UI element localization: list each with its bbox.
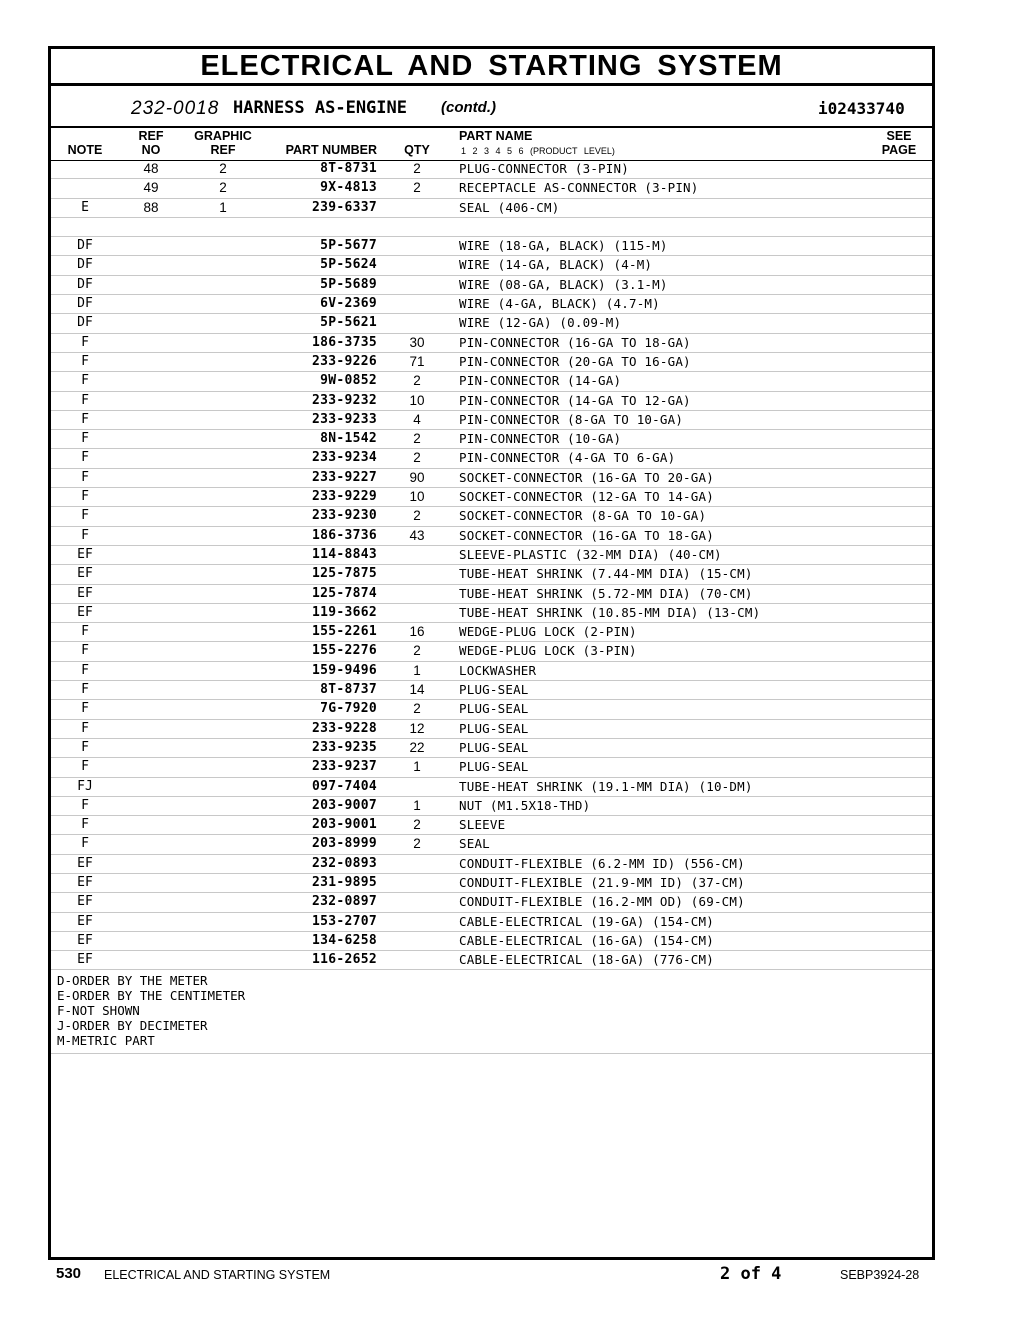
part-number-cell: 125-7875: [311, 566, 377, 582]
table-row: [51, 507, 932, 526]
note-cell: F: [81, 624, 89, 640]
part-name-cell: PLUG-SEAL: [459, 739, 529, 755]
note-cell: F: [81, 411, 89, 427]
table-row: [51, 681, 932, 700]
page-title: ELECTRICAL AND STARTING SYSTEM: [51, 49, 932, 86]
part-number-cell: 5P-5621: [320, 315, 377, 331]
table-row-spacer: [51, 218, 932, 237]
table-row: [51, 334, 932, 353]
part-name-cell: PLUG-SEAL: [459, 759, 529, 775]
parts-page-frame: [48, 46, 935, 1260]
part-number-cell: 155-2276: [311, 643, 377, 659]
note-cell: EF: [77, 585, 93, 601]
qty-cell: 22: [409, 739, 425, 755]
part-name-cell: CABLE-ELECTRICAL (19-GA) (154-CM): [459, 913, 714, 929]
table-row: [51, 913, 932, 932]
part-number-cell: 5P-5624: [320, 257, 377, 273]
note-cell: F: [81, 392, 89, 408]
part-number-cell: 233-9234: [311, 450, 377, 466]
part-number-cell: 232-0897: [311, 894, 377, 910]
table-row: [51, 720, 932, 739]
group-name: HARNESS AS-ENGINE: [233, 98, 407, 118]
qty-cell: 4: [413, 411, 421, 427]
note-cell: DF: [77, 315, 93, 331]
col-graphic-top: GRAPHIC: [194, 129, 252, 143]
qty-cell: 1: [413, 759, 421, 775]
table-row: [51, 256, 932, 275]
note-cell: EF: [77, 913, 93, 929]
part-name-cell: PIN-CONNECTOR (20-GA TO 16-GA): [459, 353, 691, 369]
part-number-cell: 233-9235: [311, 739, 377, 755]
table-row: [51, 604, 932, 623]
part-name-cell: LOCKWASHER: [459, 662, 537, 678]
qty-cell: 1: [413, 797, 421, 813]
note-cell: F: [81, 797, 89, 813]
note-cell: F: [81, 527, 89, 543]
note-cell: EF: [77, 855, 93, 871]
part-name-cell: WIRE (4-GA, BLACK) (4.7-M): [459, 296, 660, 312]
part-number-cell: 233-9228: [311, 720, 377, 736]
part-number-cell: 155-2261: [311, 624, 377, 640]
table-row: [51, 237, 932, 256]
part-name-cell: TUBE-HEAT SHRINK (10.85-MM DIA) (13-CM): [459, 604, 761, 620]
qty-cell: 30: [409, 334, 425, 350]
qty-cell: 2: [413, 508, 421, 524]
part-name-cell: SOCKET-CONNECTOR (16-GA TO 18-GA): [459, 527, 714, 543]
part-name-cell: WIRE (18-GA, BLACK) (115-M): [459, 238, 668, 254]
col-graphic-bottom: REF: [210, 143, 236, 157]
table-row: [51, 527, 932, 546]
qty-cell: 2: [413, 373, 421, 389]
table-row: [51, 179, 932, 198]
part-number-cell: 8T-8737: [320, 682, 377, 698]
part-name-cell: PLUG-CONNECTOR (3-PIN): [459, 161, 629, 176]
part-number-cell: 097-7404: [311, 778, 377, 794]
part-number-cell: 232-0893: [311, 855, 377, 871]
table-row: [51, 778, 932, 797]
table-row: [51, 797, 932, 816]
note-cell: F: [81, 817, 89, 833]
qty-cell: 10: [409, 392, 425, 408]
note-cell: F: [81, 836, 89, 852]
column-headers: [51, 128, 932, 161]
illustration-id: i02433740: [818, 99, 905, 118]
part-number-cell: 125-7874: [311, 585, 377, 601]
col-note: NOTE: [67, 143, 103, 157]
part-number-cell: 116-2652: [311, 952, 377, 968]
table-row: [51, 932, 932, 951]
part-name-cell: PIN-CONNECTOR (10-GA): [459, 431, 622, 447]
qty-cell: 2: [413, 431, 421, 447]
table-row: [51, 951, 932, 970]
note-line: D-ORDER BY THE METER: [57, 973, 208, 988]
qty-cell: 16: [409, 624, 425, 640]
part-name-cell: TUBE-HEAT SHRINK (5.72-MM DIA) (70-CM): [459, 585, 753, 601]
part-number-cell: 233-9233: [311, 411, 377, 427]
part-number-cell: 9W-0852: [320, 373, 377, 389]
ref-cell: 88: [143, 199, 159, 215]
part-name-cell: WEDGE-PLUG LOCK (3-PIN): [459, 643, 637, 659]
part-number-cell: 233-9226: [311, 353, 377, 369]
note-cell: F: [81, 739, 89, 755]
note-cell: EF: [77, 546, 93, 562]
part-name-cell: SLEEVE-PLASTIC (32-MM DIA) (40-CM): [459, 546, 722, 562]
qty-cell: 14: [409, 682, 425, 698]
part-number-cell: 203-9007: [311, 797, 377, 813]
col-part-name: PART NAME: [459, 129, 533, 143]
part-number-cell: 114-8843: [311, 546, 377, 562]
part-number-cell: 134-6258: [311, 932, 377, 948]
part-name-cell: WIRE (12-GA) (0.09-M): [459, 315, 622, 331]
qty-cell: 2: [413, 643, 421, 659]
note-cell: F: [81, 759, 89, 775]
part-name-cell: PLUG-SEAL: [459, 701, 529, 717]
part-name-cell: CABLE-ELECTRICAL (16-GA) (154-CM): [459, 932, 714, 948]
part-number-cell: 5P-5689: [320, 276, 377, 292]
part-name-cell: SOCKET-CONNECTOR (8-GA TO 10-GA): [459, 508, 707, 524]
part-number-cell: 203-9001: [311, 817, 377, 833]
table-row: [51, 546, 932, 565]
note-cell: F: [81, 353, 89, 369]
part-name-cell: RECEPTACLE AS-CONNECTOR (3-PIN): [459, 180, 699, 196]
qty-cell: 2: [413, 450, 421, 466]
col-qty: QTY: [404, 143, 430, 157]
graphic-ref-cell: 1: [219, 199, 227, 215]
group-continued: (contd.): [441, 99, 496, 116]
table-row: [51, 835, 932, 854]
part-number-cell: 153-2707: [311, 913, 377, 929]
part-number-cell: 203-8999: [311, 836, 377, 852]
graphic-ref-cell: 2: [219, 180, 227, 196]
note-cell: EF: [77, 604, 93, 620]
part-number-cell: 233-9227: [311, 469, 377, 485]
table-row: [51, 295, 932, 314]
part-number-cell: 233-9230: [311, 508, 377, 524]
part-number-cell: 7G-7920: [320, 701, 377, 717]
part-name-cell: CABLE-ELECTRICAL (18-GA) (776-CM): [459, 952, 714, 968]
part-name-cell: CONDUIT-FLEXIBLE (21.9-MM ID) (37-CM): [459, 874, 745, 890]
part-name-cell: WIRE (14-GA, BLACK) (4-M): [459, 257, 653, 273]
qty-cell: 2: [413, 817, 421, 833]
part-number-cell: 186-3735: [311, 334, 377, 350]
table-row: [51, 739, 932, 758]
note-cell: FJ: [77, 778, 93, 794]
note-cell: F: [81, 662, 89, 678]
table-row: [51, 623, 932, 642]
part-name-cell: NUT (M1.5X18-THD): [459, 797, 591, 813]
table-row: [51, 585, 932, 604]
part-name-cell: WEDGE-PLUG LOCK (2-PIN): [459, 624, 637, 640]
note-cell: F: [81, 701, 89, 717]
qty-cell: 10: [409, 489, 425, 505]
qty-cell: 2: [413, 180, 421, 196]
table-row: [51, 874, 932, 893]
qty-cell: 2: [413, 836, 421, 852]
table-row: [51, 372, 932, 391]
page-footer: [0, 1262, 1020, 1292]
table-row: [51, 411, 932, 430]
part-name-cell: TUBE-HEAT SHRINK (7.44-MM DIA) (15-CM): [459, 566, 753, 582]
part-number-cell: 233-9237: [311, 759, 377, 775]
table-row: [51, 276, 932, 295]
table-row: [51, 430, 932, 449]
part-name-cell: CONDUIT-FLEXIBLE (6.2-MM ID) (556-CM): [459, 855, 745, 871]
footer-doc-id: SEBP3924-28: [840, 1268, 920, 1282]
col-part-number: PART NUMBER: [285, 143, 377, 157]
table-row: [51, 449, 932, 468]
part-number-cell: 186-3736: [311, 527, 377, 543]
note-cell: F: [81, 373, 89, 389]
note-cell: DF: [77, 257, 93, 273]
part-name-cell: SOCKET-CONNECTOR (12-GA TO 14-GA): [459, 489, 714, 505]
note-cell: F: [81, 334, 89, 350]
note-cell: EF: [77, 566, 93, 582]
parts-table: [51, 160, 932, 970]
table-row: [51, 392, 932, 411]
table-row: [51, 160, 932, 179]
part-number-cell: 239-6337: [311, 199, 377, 215]
table-row: [51, 353, 932, 372]
notes-section: [51, 970, 932, 1054]
col-see-top: SEE: [886, 129, 912, 143]
qty-cell: 90: [409, 469, 425, 485]
note-cell: F: [81, 450, 89, 466]
col-product-level: 1 2 3 4 5 6 (PRODUCT LEVEL): [461, 146, 615, 156]
qty-cell: 71: [409, 353, 425, 369]
table-row: [51, 893, 932, 912]
graphic-ref-cell: 2: [219, 161, 227, 176]
note-cell: F: [81, 469, 89, 485]
part-name-cell: PIN-CONNECTOR (14-GA): [459, 373, 622, 389]
part-number-cell: 233-9232: [311, 392, 377, 408]
part-number-cell: 5P-5677: [320, 238, 377, 254]
col-ref-bottom: NO: [141, 143, 161, 157]
qty-cell: 12: [409, 720, 425, 736]
note-cell: F: [81, 431, 89, 447]
note-cell: E: [81, 199, 89, 215]
qty-cell: 2: [413, 701, 421, 717]
note-cell: F: [81, 508, 89, 524]
table-row: [51, 758, 932, 777]
part-name-cell: PIN-CONNECTOR (16-GA TO 18-GA): [459, 334, 691, 350]
table-row: [51, 314, 932, 333]
note-cell: DF: [77, 238, 93, 254]
note-cell: EF: [77, 932, 93, 948]
qty-cell: 43: [409, 527, 425, 543]
table-row: [51, 816, 932, 835]
group-heading: [51, 86, 932, 128]
part-number-cell: 8T-8731: [320, 161, 377, 176]
col-see-bottom: PAGE: [881, 143, 917, 157]
note-cell: DF: [77, 276, 93, 292]
part-name-cell: PIN-CONNECTOR (8-GA TO 10-GA): [459, 411, 684, 427]
qty-cell: 2: [413, 161, 421, 176]
note-line: J-ORDER BY DECIMETER: [57, 1018, 208, 1033]
table-row: [51, 488, 932, 507]
part-number-cell: 9X-4813: [320, 180, 377, 196]
table-row: [51, 642, 932, 661]
note-cell: EF: [77, 952, 93, 968]
qty-cell: 1: [413, 662, 421, 678]
note-cell: F: [81, 489, 89, 505]
part-name-cell: SEAL: [459, 836, 490, 852]
note-cell: F: [81, 643, 89, 659]
note-cell: EF: [77, 894, 93, 910]
table-row: [51, 469, 932, 488]
footer-page-of: 2 of 4: [720, 1264, 782, 1284]
table-row: [51, 565, 932, 584]
part-name-cell: PLUG-SEAL: [459, 682, 529, 698]
part-number-cell: 6V-2369: [320, 296, 377, 312]
note-cell: F: [81, 682, 89, 698]
footer-page-number: 530: [56, 1265, 82, 1282]
part-number-cell: 119-3662: [311, 604, 377, 620]
part-name-cell: SOCKET-CONNECTOR (16-GA TO 20-GA): [459, 469, 714, 485]
notes-legend: [57, 973, 917, 1048]
col-ref-top: REF: [138, 129, 164, 143]
note-line: M-METRIC PART: [57, 1033, 155, 1048]
note-cell: F: [81, 720, 89, 736]
note-line: E-ORDER BY THE CENTIMETER: [57, 988, 246, 1003]
part-name-cell: WIRE (08-GA, BLACK) (3.1-M): [459, 276, 668, 292]
part-number-cell: 233-9229: [311, 489, 377, 505]
part-number-cell: 159-9496: [311, 662, 377, 678]
part-name-cell: TUBE-HEAT SHRINK (19.1-MM DIA) (10-DM): [459, 778, 753, 794]
table-row: [51, 199, 932, 218]
note-cell: DF: [77, 296, 93, 312]
note-cell: EF: [77, 874, 93, 890]
part-name-cell: SEAL (406-CM): [459, 199, 560, 215]
note-line: F-NOT SHOWN: [57, 1003, 140, 1018]
ref-cell: 48: [143, 161, 159, 176]
ref-cell: 49: [143, 180, 159, 196]
part-name-cell: PIN-CONNECTOR (4-GA TO 6-GA): [459, 450, 676, 466]
part-number-cell: 231-9895: [311, 874, 377, 890]
footer-section: ELECTRICAL AND STARTING SYSTEM: [104, 1268, 331, 1282]
part-name-cell: CONDUIT-FLEXIBLE (16.2-MM OD) (69-CM): [459, 894, 745, 910]
part-name-cell: PLUG-SEAL: [459, 720, 529, 736]
part-number-cell: 8N-1542: [320, 431, 377, 447]
part-name-cell: SLEEVE: [459, 817, 506, 833]
group-number: 232-0018: [131, 98, 220, 119]
table-row: [51, 700, 932, 719]
table-row: [51, 662, 932, 681]
part-name-cell: PIN-CONNECTOR (14-GA TO 12-GA): [459, 392, 691, 408]
table-row: [51, 855, 932, 874]
